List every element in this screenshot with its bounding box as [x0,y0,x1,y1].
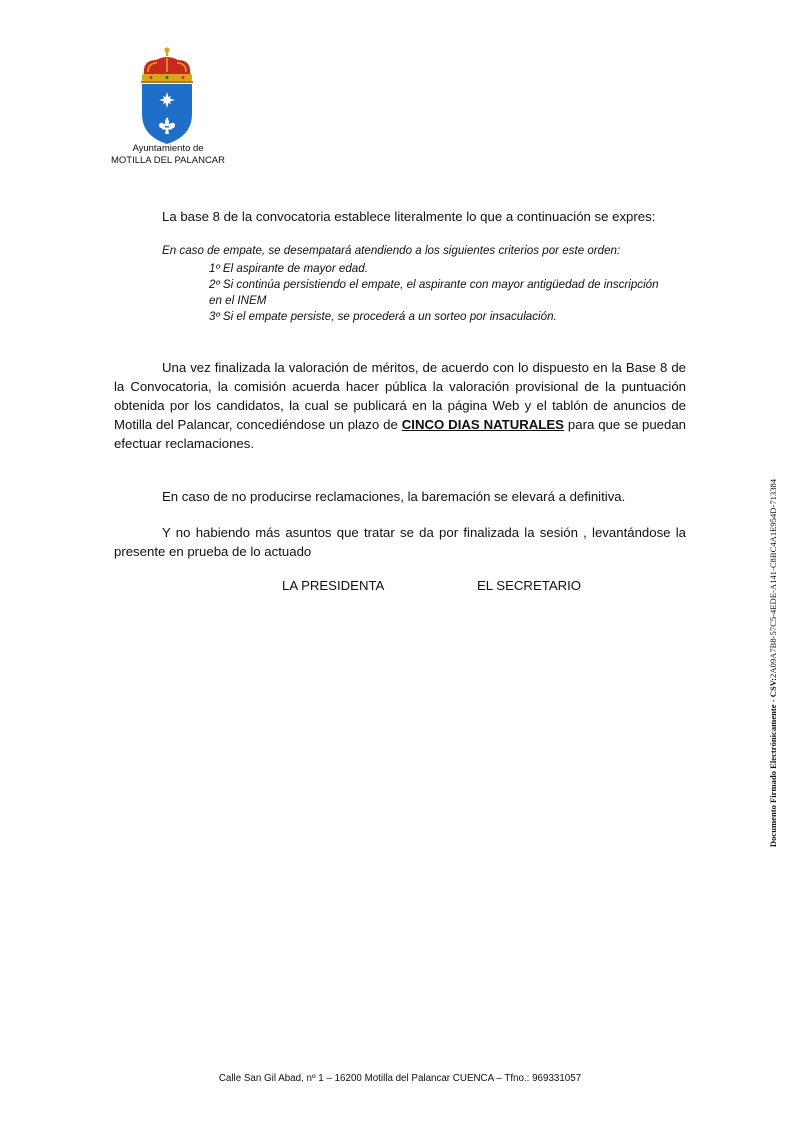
crown-icon [141,47,193,83]
reclamaciones-paragraph: En caso de no producirse reclamaciones, la baremación se elevará a definitiva. [162,489,626,504]
intro-paragraph: La base 8 de la convocatoria establece literalmente lo que a continuación se expres: [162,209,656,224]
plazo-emphasis: CINCO DIAS NATURALES [401,417,564,432]
org-line-2: MOTILLA DEL PALANCAR [110,155,226,166]
closing-paragraph: Y no habiendo más asuntos que tratar se da por finalizada la sesión , levantándose la presente en prueba de lo actuado [114,525,686,559]
criteria-item-continuation: en el INEM [209,294,267,307]
signature-presidenta: LA PRESIDENTA [282,578,385,593]
criteria-item: 1º El aspirante de mayor edad. [209,262,368,275]
criteria-item: 3º Si el empate persiste, se procederá a un sorteo por insaculación. [209,310,557,323]
page-footer: Calle San Gil Abad, nº 1 – 16200 Motilla del Palancar CUENCA – Tfno.: 969331057 [218,1073,582,1084]
stamp-label: Documento Firmado Electrónicamente - CSV: [768,677,779,848]
coat-of-arms-logo [134,46,200,146]
org-name [100,143,236,167]
stamp-code: 2A09A7B8-57C5-4EDE-A141-C8BC4A1E954D-713384 [768,478,779,678]
valoracion-paragraph [114,358,686,453]
criteria-lead: En caso de empate, se desempatará atendiendo a los siguientes criterios por este orden: [162,244,621,257]
valoracion-text: Una vez finalizada la valoración de méritos, de acuerdo con lo dispuesto en la Base 8 de la Convocatoria, la comisión acuerda hacer pública la valoración provisional de la puntuación obtenida por los candidatos, la cual se publicará en la página Web y el tablón de anuncios de Motilla del Palancar, concediéndose un plazo de [114,360,686,432]
criteria-item: 2º Si continúa persistiendo el empate, el aspirante con mayor antigüedad de inscripción [209,278,659,291]
valoracion-text-end: para que se puedan efectuar reclamaciones. [114,417,687,451]
org-line-1: Ayuntamiento de [132,143,204,154]
electronic-signature-stamp [763,460,783,866]
signature-secretario: EL SECRETARIO [477,578,582,593]
